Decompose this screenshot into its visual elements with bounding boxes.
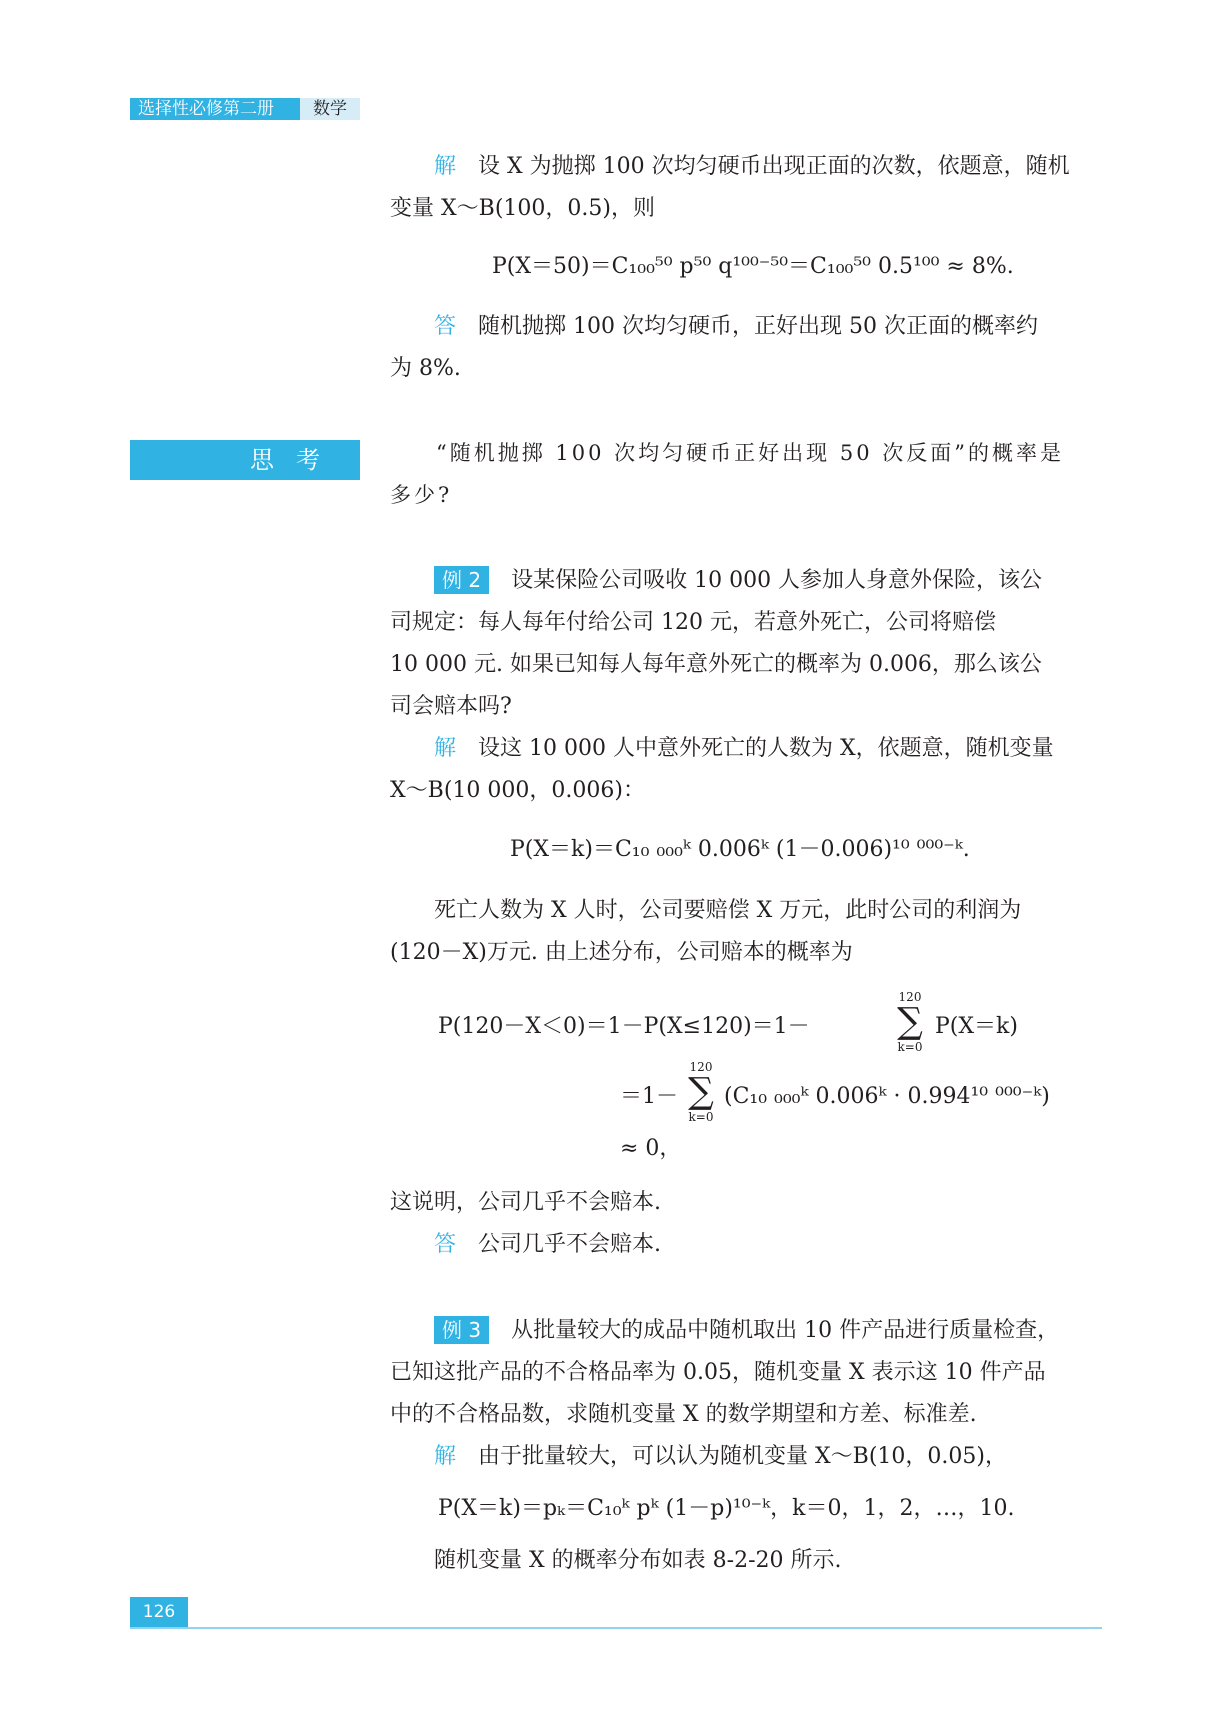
ex2-text-line4: 司会赔本吗? <box>390 694 512 719</box>
sum-upper-limit: 120 <box>898 990 922 1004</box>
ex2-text-line2: 司规定：每人每年付给公司 120 元，若意外死亡，公司将赔偿 <box>390 610 996 635</box>
answer-label: 答 <box>434 1232 457 1257</box>
ex2-equation2-line3: ≈ 0， <box>620 1136 682 1161</box>
ex3-text-line3: 中的不合格品数，求随机变量 X 的数学期望和方差、标准差. <box>390 1402 977 1427</box>
ex3-text-line1 <box>390 1310 1102 1352</box>
ex2-s1: 设这 10 000 人中意外死亡的人数为 X，依题意，随机变量 <box>478 736 1054 761</box>
ex2-para-line2: (120－X)万元. 由上述分布，公司赔本的概率为 <box>390 940 853 965</box>
ex2-para-line1 <box>390 890 1102 932</box>
sum-symbol-1 <box>893 990 927 1054</box>
sigma-glyph: ∑ <box>688 1071 714 1112</box>
ex2-p1: 死亡人数为 X 人时，公司要赔偿 X 万元，此时公司的利润为 <box>434 898 1022 923</box>
ex2-solution-line1 <box>390 728 1102 770</box>
ex1-solution-line1 <box>390 146 1102 188</box>
sum-lower-limit: k=0 <box>688 1110 714 1124</box>
header-book-title: 选择性必修第二册 <box>138 99 274 119</box>
ex2-equation2-line1: P(120－X＜0)＝1－P(X≤120)＝1－ <box>438 1014 810 1039</box>
page-number: 126 <box>142 1602 176 1622</box>
ex3-t1: 从批量较大的成品中随机取出 10 件产品进行质量检查， <box>511 1318 1060 1343</box>
ex3-solution-line1 <box>390 1436 1102 1478</box>
answer-label: 答 <box>434 314 457 339</box>
ex1-solution-text1: 设 X 为抛掷 100 次均匀硬币出现正面的次数，依题意，随机 <box>478 154 1070 179</box>
sigma-glyph: ∑ <box>897 1001 923 1042</box>
think-question-line1: “随机抛掷 100 次均匀硬币正好出现 50 次反面”的概率是 <box>436 441 1064 465</box>
solution-label: 解 <box>434 736 457 761</box>
ex2-answer-text: 公司几乎不会赔本. <box>478 1232 662 1257</box>
solution-label: 解 <box>434 154 457 179</box>
ex2-equation1: P(X＝k)＝C₁₀ ₀₀₀ᵏ 0.006ᵏ (1－0.006)¹⁰ ⁰⁰⁰⁻ᵏ. <box>510 837 970 862</box>
ex2-conclusion: 这说明，公司几乎不会赔本. <box>390 1190 661 1215</box>
sum-symbol-2 <box>684 1060 718 1124</box>
ex2-solution-line2: X～B(10 000，0.006)： <box>390 778 645 803</box>
ex2-t1: 设某保险公司吸收 10 000 人参加人身意外保险，该公 <box>511 568 1043 593</box>
ex3-equation: P(X＝k)＝pₖ＝C₁₀ᵏ pᵏ (1－p)¹⁰⁻ᵏ，k＝0，1，2，…，10. <box>438 1496 1015 1521</box>
ex2-equation2-line2: ＝1－ <box>620 1084 678 1109</box>
example-tag-2: 例 2 <box>434 566 489 594</box>
footer-rule <box>130 1627 1102 1629</box>
ex2-text-line3: 10 000 元. 如果已知每人每年意外死亡的概率为 0.006，那么该公 <box>390 652 1042 677</box>
sum-upper-limit: 120 <box>689 1060 713 1074</box>
ex1-equation: P(X＝50)＝C₁₀₀⁵⁰ p⁵⁰ q¹⁰⁰⁻⁵⁰＝C₁₀₀⁵⁰ 0.5¹⁰⁰ ≈ 8%. <box>492 254 1014 279</box>
ex2-answer-line <box>390 1224 1102 1266</box>
ex2-text-line1 <box>390 560 1102 602</box>
ex3-s1: 由于批量较大，可以认为随机变量 X～B(10，0.05)， <box>478 1444 1007 1469</box>
ex1-answer-line1 <box>390 306 1102 348</box>
ex1-answer-line2: 为 8%. <box>390 356 461 381</box>
ex3-solution-line2 <box>390 1540 1102 1582</box>
example-tag-3: 例 3 <box>434 1316 489 1344</box>
header-subject: 数学 <box>313 99 347 119</box>
ex2-equation2-line1-tail: P(X＝k) <box>935 1014 1018 1039</box>
sum-lower-limit: k=0 <box>897 1040 923 1054</box>
think-question-line2: 多少? <box>390 483 453 507</box>
think-label: 思考 <box>250 446 342 474</box>
ex1-solution-line2: 变量 X～B(100，0.5)，则 <box>390 196 655 221</box>
ex3-s2: 随机变量 X 的概率分布如表 8-2-20 所示. <box>434 1548 842 1573</box>
ex3-text-line2: 已知这批产品的不合格品率为 0.05，随机变量 X 表示这 10 件产品 <box>390 1360 1046 1385</box>
ex1-answer-text1: 随机抛掷 100 次均匀硬币，正好出现 50 次正面的概率约 <box>478 314 1038 339</box>
ex2-equation2-line2-tail: (C₁₀ ₀₀₀ᵏ 0.006ᵏ · 0.994¹⁰ ⁰⁰⁰⁻ᵏ) <box>724 1084 1050 1109</box>
solution-label: 解 <box>434 1444 457 1469</box>
